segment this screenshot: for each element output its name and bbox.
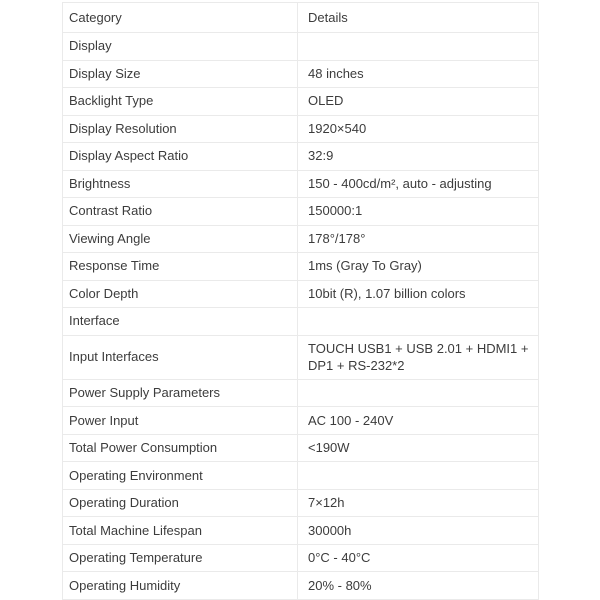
cell-details: 7×12h (298, 489, 539, 517)
spec-table-body (63, 33, 539, 600)
table-row (63, 572, 539, 600)
table-row (63, 60, 539, 88)
cell-category: Display Size (63, 60, 298, 88)
cell-category: Power Supply Parameters (63, 379, 298, 407)
cell-category: Display (63, 33, 298, 61)
cell-details: <190W (298, 434, 539, 462)
cell-category: Operating Temperature (63, 544, 298, 572)
cell-details (298, 462, 539, 490)
cell-details: 150 - 400cd/m², auto - adjusting (298, 170, 539, 198)
table-row (63, 308, 539, 336)
table-row (63, 335, 539, 379)
header-cell-details: Details (298, 3, 539, 33)
cell-category: Display Aspect Ratio (63, 143, 298, 171)
table-row (63, 434, 539, 462)
cell-details: 1920×540 (298, 115, 539, 143)
table-row (63, 544, 539, 572)
spec-table-header (63, 3, 539, 33)
table-row (63, 33, 539, 61)
header-cell-category: Category (63, 3, 298, 33)
cell-category: Total Power Consumption (63, 434, 298, 462)
cell-category: Backlight Type (63, 88, 298, 116)
cell-category: Operating Environment (63, 462, 298, 490)
table-row (63, 280, 539, 308)
table-row (63, 379, 539, 407)
cell-category: Color Depth (63, 280, 298, 308)
cell-category: Display Resolution (63, 115, 298, 143)
cell-category: Operating Humidity (63, 572, 298, 600)
table-row (63, 407, 539, 435)
table-row (63, 517, 539, 545)
cell-category: Response Time (63, 253, 298, 281)
cell-details: 32:9 (298, 143, 539, 171)
table-row (63, 170, 539, 198)
cell-category: Power Input (63, 407, 298, 435)
cell-details (298, 379, 539, 407)
cell-details: OLED (298, 88, 539, 116)
table-row (63, 115, 539, 143)
cell-details: 178°/178° (298, 225, 539, 253)
table-row (63, 198, 539, 226)
cell-category: Contrast Ratio (63, 198, 298, 226)
cell-details: 20% - 80% (298, 572, 539, 600)
cell-details (298, 33, 539, 61)
cell-details: 150000:1 (298, 198, 539, 226)
table-row (63, 253, 539, 281)
cell-category: Input Interfaces (63, 335, 298, 379)
table-header-row (63, 3, 539, 33)
cell-details: AC 100 - 240V (298, 407, 539, 435)
cell-category: Brightness (63, 170, 298, 198)
cell-category: Operating Duration (63, 489, 298, 517)
table-row (63, 462, 539, 490)
table-row (63, 225, 539, 253)
cell-category: Total Machine Lifespan (63, 517, 298, 545)
cell-details: 48 inches (298, 60, 539, 88)
cell-details: 10bit (R), 1.07 billion colors (298, 280, 539, 308)
table-row (63, 88, 539, 116)
table-row (63, 143, 539, 171)
cell-details: 0°C - 40°C (298, 544, 539, 572)
spec-table (62, 2, 539, 600)
table-row (63, 489, 539, 517)
cell-details: TOUCH USB1 + USB 2.01 + HDMI1 + DP1 + RS-232*2 (298, 335, 539, 379)
cell-details (298, 308, 539, 336)
cell-details: 1ms (Gray To Gray) (298, 253, 539, 281)
cell-category: Interface (63, 308, 298, 336)
cell-category: Viewing Angle (63, 225, 298, 253)
cell-details: 30000h (298, 517, 539, 545)
